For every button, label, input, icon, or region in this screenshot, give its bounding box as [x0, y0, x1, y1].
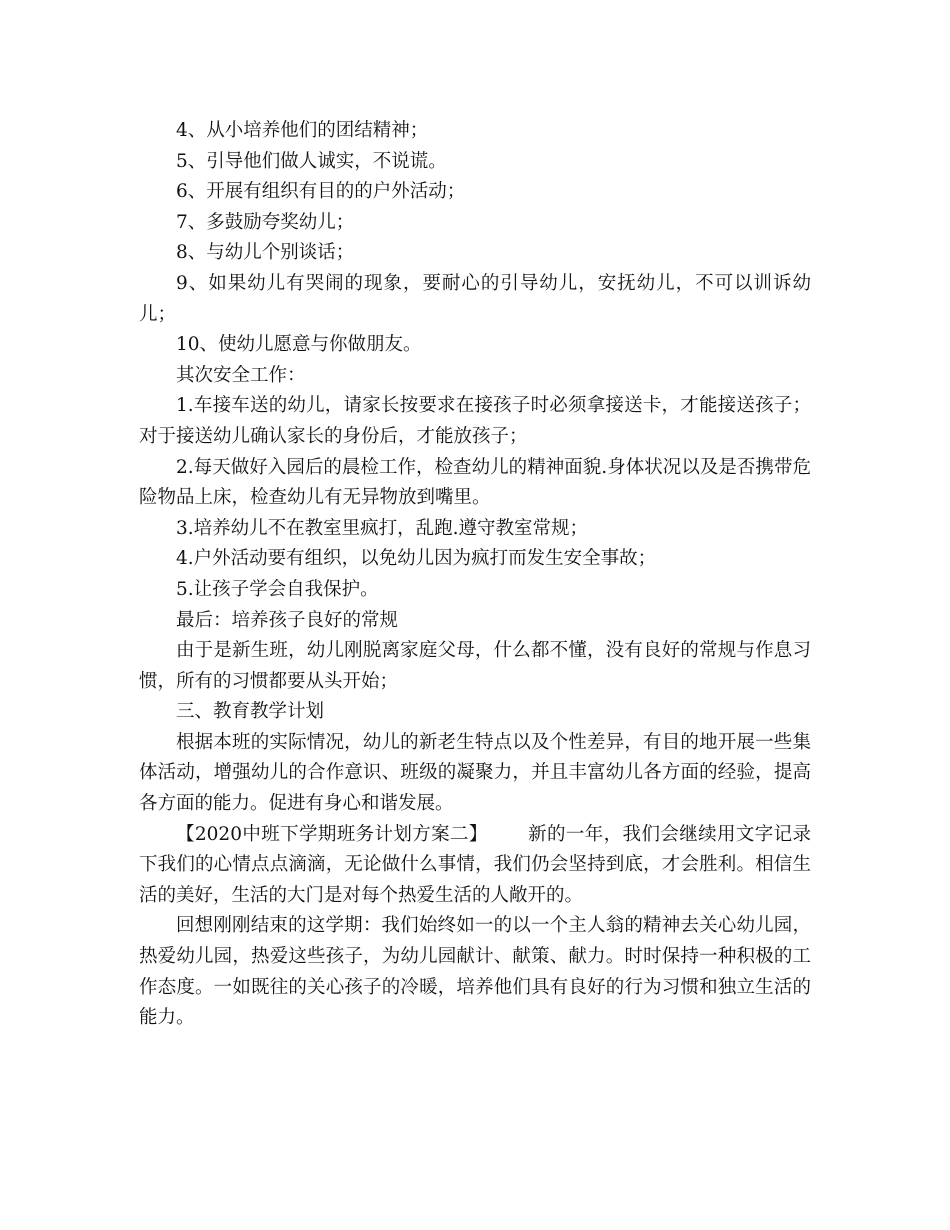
paragraph-safety-1: 1.车接车送的幼儿，请家长按要求在接孩子时必须拿接送卡，才能接送孩子；对于接送幼儿确认家长的身份后，才能放孩子； [139, 395, 811, 447]
section-heading-safety: 其次安全工作： [176, 364, 306, 386]
paragraph-safety-5: 5.让孩子学会自我保护。 [176, 578, 379, 600]
paragraph-teaching-plan: 根据本班的实际情况，幼儿的新老生特点以及个性差异，有目的地开展一些集体活动，增强幼儿的合作意识、班级的凝聚力，并且丰富幼儿各方面的经验，提高各方面的能力。促进有身心和谐发展。 [139, 731, 811, 815]
paragraph-2: 5、引导他们做人诚实，不说谎。 [176, 150, 447, 172]
paragraph-5: 8、与幼儿个别谈话； [176, 242, 355, 264]
paragraph-plan-two [139, 820, 811, 912]
paragraph-1: 4、从小培养他们的团结精神； [176, 120, 429, 141]
section-heading-routine: 最后：培养孩子良好的常规 [176, 609, 399, 631]
section-heading-teaching-plan: 三、教育教学计划 [176, 701, 325, 723]
plan-two-body: 新的一年，我们会继续用文字记录下我们的心情点点滴滴，无论做什么事情，我们仍会坚持到底，才会胜利。相信生活的美好，生活的大门是对每个热爱生活的人敞开的。 [139, 823, 811, 906]
paragraph-6: 9、如果幼儿有哭闹的现象，要耐心的引导幼儿，安抚幼儿，不可以训诉幼儿； [139, 272, 811, 325]
paragraph-closing: 回想刚刚结束的这学期：我们始终如一的以一个主人翁的精神去关心幼儿园，热爱幼儿园，热爱这些孩子，为幼儿园献计、献策、献力。时时保持一种积极的工作态度。一如既往的关心孩子的冷暖，培养他们具有良好的行为习惯和独立生活的能力。 [139, 915, 811, 1029]
paragraph-3: 6、开展有组织有目的的户外活动； [176, 181, 466, 203]
paragraph-7: 10、使幼儿愿意与你做朋友。 [176, 334, 422, 356]
plan-two-heading: 【2020中班下学期班务计划方案二】 [176, 823, 488, 845]
paragraph-routine: 由于是新生班，幼儿刚脱离家庭父母，什么都不懂，没有良好的常规与作息习惯，所有的习惯都要从头开始； [139, 640, 811, 692]
document-body [139, 116, 811, 1034]
paragraph-safety-4: 4.户外活动要有组织，以免幼儿因为疯打而发生安全事故； [176, 548, 657, 570]
paragraph-safety-3: 3.培养幼儿不在教室里疯打，乱跑.遵守教室常规； [176, 517, 589, 539]
paragraph-4: 7、多鼓励夸奖幼儿； [176, 211, 355, 233]
paragraph-safety-2: 2.每天做好入园后的晨检工作，检查幼儿的精神面貌.身体状况以及是否携带危险物品上床，检查幼儿有无异物放到嘴里。 [139, 456, 811, 509]
